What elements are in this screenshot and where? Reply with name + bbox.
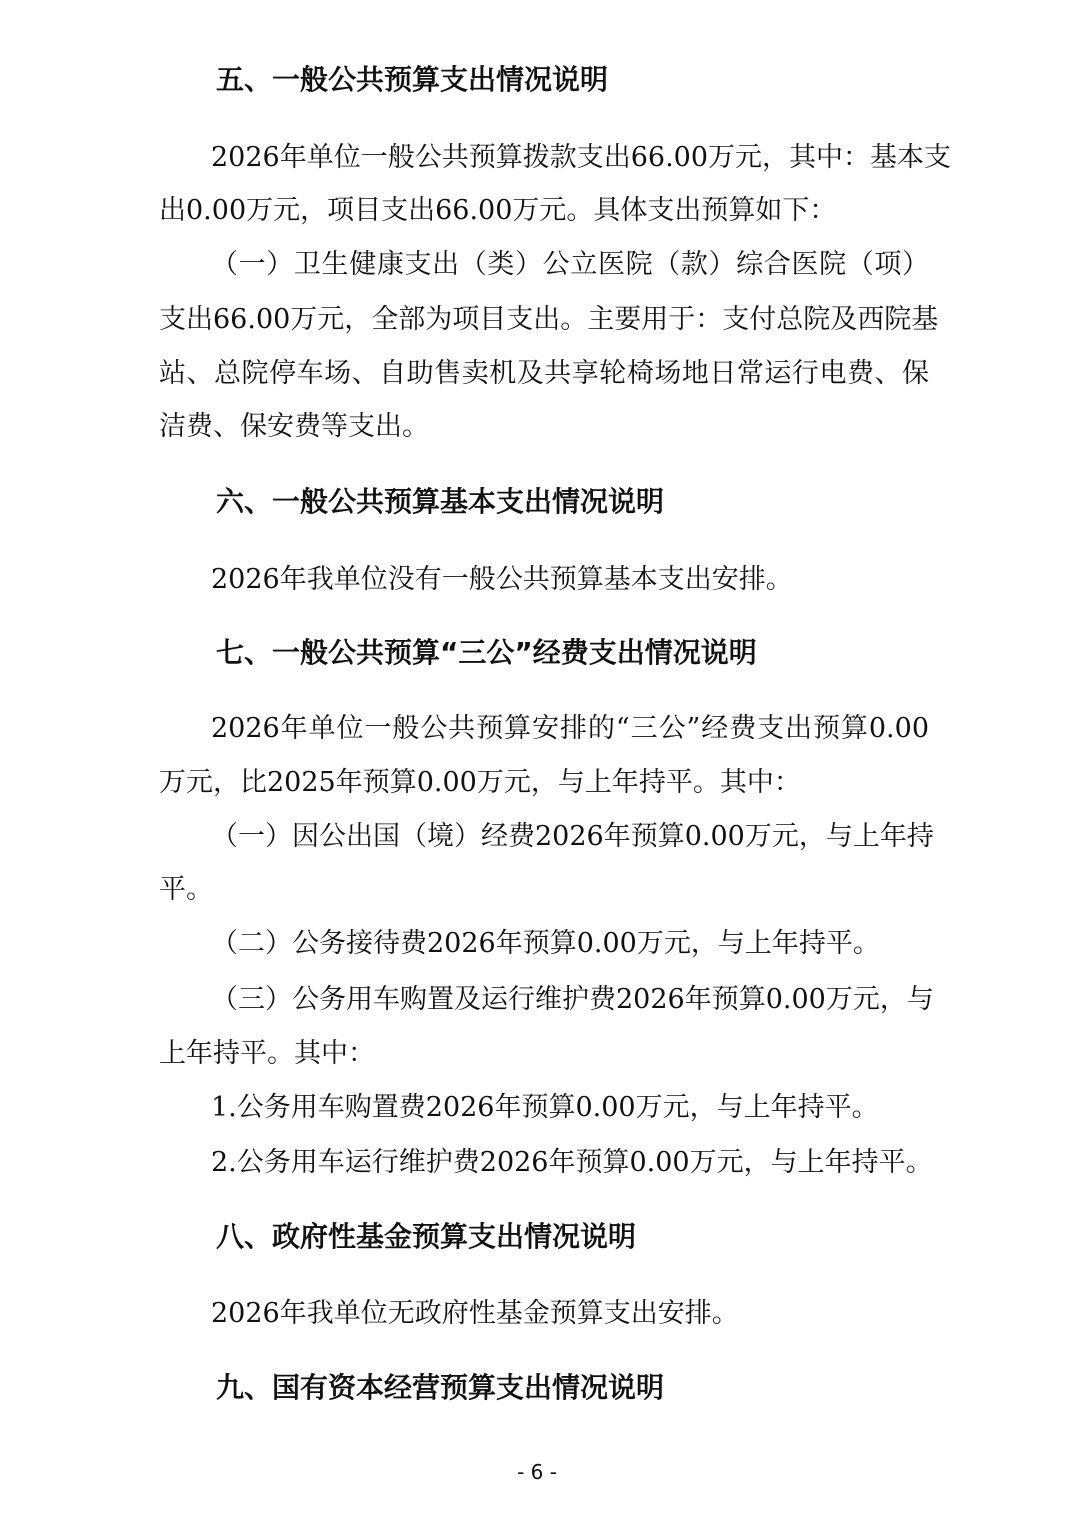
paragraph-line: （一）因公出国（境）经费2026年预算0.00万元，与上年持: [211, 821, 934, 852]
section-heading-5: 五、一般公共预算支出情况说明: [216, 63, 609, 96]
section-heading-6: 六、一般公共预算基本支出情况说明: [216, 485, 665, 518]
paragraph-line: 站、总院停车场、自助售卖机及共享轮椅场地日常运行电费、保: [159, 358, 929, 389]
paragraph-line: 2026年单位一般公共预算拨款支出66.00万元，其中：基本支: [211, 142, 952, 173]
paragraph-line: 2026年我单位无政府性基金预算支出安排。: [211, 1298, 739, 1329]
paragraph-line: 2026年单位一般公共预算安排的“三公”经费支出预算0.00: [211, 713, 929, 744]
section-heading-7: 七、一般公共预算“三公”经费支出情况说明: [216, 636, 757, 669]
page-number: - 6 -: [517, 1460, 557, 1484]
paragraph-line: 1.公务用车购置费2026年预算0.00万元，与上年持平。: [211, 1092, 879, 1123]
paragraph-line: 上年持平。其中：: [159, 1038, 375, 1069]
paragraph-line: 支出66.00万元，全部为项目支出。主要用于：支付总院及西院基: [159, 304, 939, 335]
paragraph-line: 出0.00万元，项目支出66.00万元。具体支出预算如下：: [159, 195, 837, 226]
paragraph-line: 万元，比2025年预算0.00万元，与上年持平。其中：: [159, 767, 801, 798]
paragraph-line: 平。: [159, 874, 213, 905]
paragraph-line: 2.公务用车运行维护费2026年预算0.00万元，与上年持平。: [211, 1147, 933, 1178]
section-heading-9: 九、国有资本经营预算支出情况说明: [216, 1371, 665, 1404]
paragraph-line: （二）公务接待费2026年预算0.00万元，与上年持平。: [211, 928, 880, 959]
paragraph-line: （一）卫生健康支出（类）公立医院（款）综合医院（项）: [211, 249, 929, 280]
paragraph-line: 2026年我单位没有一般公共预算基本支出安排。: [211, 564, 793, 595]
paragraph-line: （三）公务用车购置及运行维护费2026年预算0.00万元，与: [211, 984, 934, 1015]
section-heading-8: 八、政府性基金预算支出情况说明: [216, 1220, 637, 1253]
paragraph-line: 洁费、保安费等支出。: [159, 411, 429, 442]
